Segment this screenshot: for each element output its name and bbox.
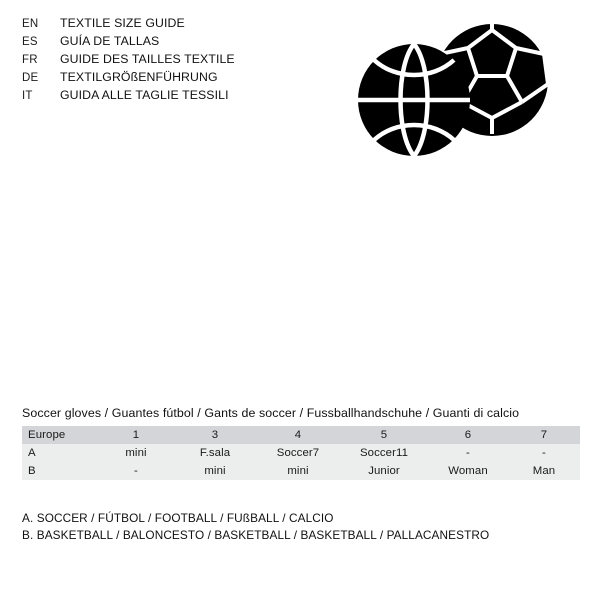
table-row	[22, 462, 580, 480]
legend-language-text: GUIDA ALLE TAGLIE TESSILI	[60, 88, 229, 102]
table-cell: Woman	[428, 462, 508, 480]
balls-illustration	[352, 22, 560, 172]
table-cell: Soccer7	[256, 444, 340, 462]
table-row-label: A	[22, 444, 98, 462]
table-header-cell: 4	[256, 426, 340, 444]
legend-row	[22, 32, 322, 50]
legend-language-code: EN	[22, 18, 39, 30]
table-cell: -	[98, 462, 174, 480]
legend-language-text: GUÍA DE TALLAS	[60, 34, 160, 48]
table-header-row	[22, 426, 580, 444]
table-header-cell: 6	[428, 426, 508, 444]
table-header-cell: 5	[340, 426, 428, 444]
legend-row	[22, 68, 322, 86]
table-cell: Soccer11	[340, 444, 428, 462]
size-table	[22, 426, 580, 480]
size-table-block	[22, 406, 580, 480]
legend-row	[22, 14, 322, 32]
table-header-cell: 3	[174, 426, 256, 444]
footnote-b: B. BASKETBALL / BALONCESTO / BASKETBALL / BASKETBALL / PALLACANESTRO	[22, 528, 490, 542]
footnote-a: A. SOCCER / FÚTBOL / FOOTBALL / FUßBALL / CALCIO	[22, 511, 334, 525]
table-row-label: B	[22, 462, 98, 480]
table-cell: F.sala	[174, 444, 256, 462]
legend-language-code: IT	[22, 90, 33, 102]
legend-language-text: TEXTILGRÖßENFÜHRUNG	[60, 70, 218, 84]
table-cell: -	[508, 444, 580, 462]
table-header-cell: Europe	[22, 426, 98, 444]
legend-language-code: DE	[22, 72, 39, 84]
legend-language-text: GUIDE DES TAILLES TEXTILE	[60, 52, 235, 66]
table-header-cell: 7	[508, 426, 580, 444]
table-row	[22, 444, 580, 462]
table-header-cell: 1	[98, 426, 174, 444]
table-cell: Man	[508, 462, 580, 480]
footnotes	[22, 510, 582, 544]
legend-language-text: TEXTILE SIZE GUIDE	[60, 16, 185, 30]
language-legend	[22, 14, 322, 104]
legend-row	[22, 86, 322, 104]
legend-language-code: ES	[22, 36, 38, 48]
legend-row	[22, 50, 322, 68]
table-cell: mini	[98, 444, 174, 462]
basketball-icon	[358, 44, 470, 156]
size-table-title: Soccer gloves / Guantes fútbol / Gants de soccer / Fussballhandschuhe / Guanti di calcio	[22, 406, 520, 420]
legend-language-code: FR	[22, 54, 38, 66]
table-cell: mini	[174, 462, 256, 480]
table-cell: mini	[256, 462, 340, 480]
table-cell: Junior	[340, 462, 428, 480]
table-cell: -	[428, 444, 508, 462]
